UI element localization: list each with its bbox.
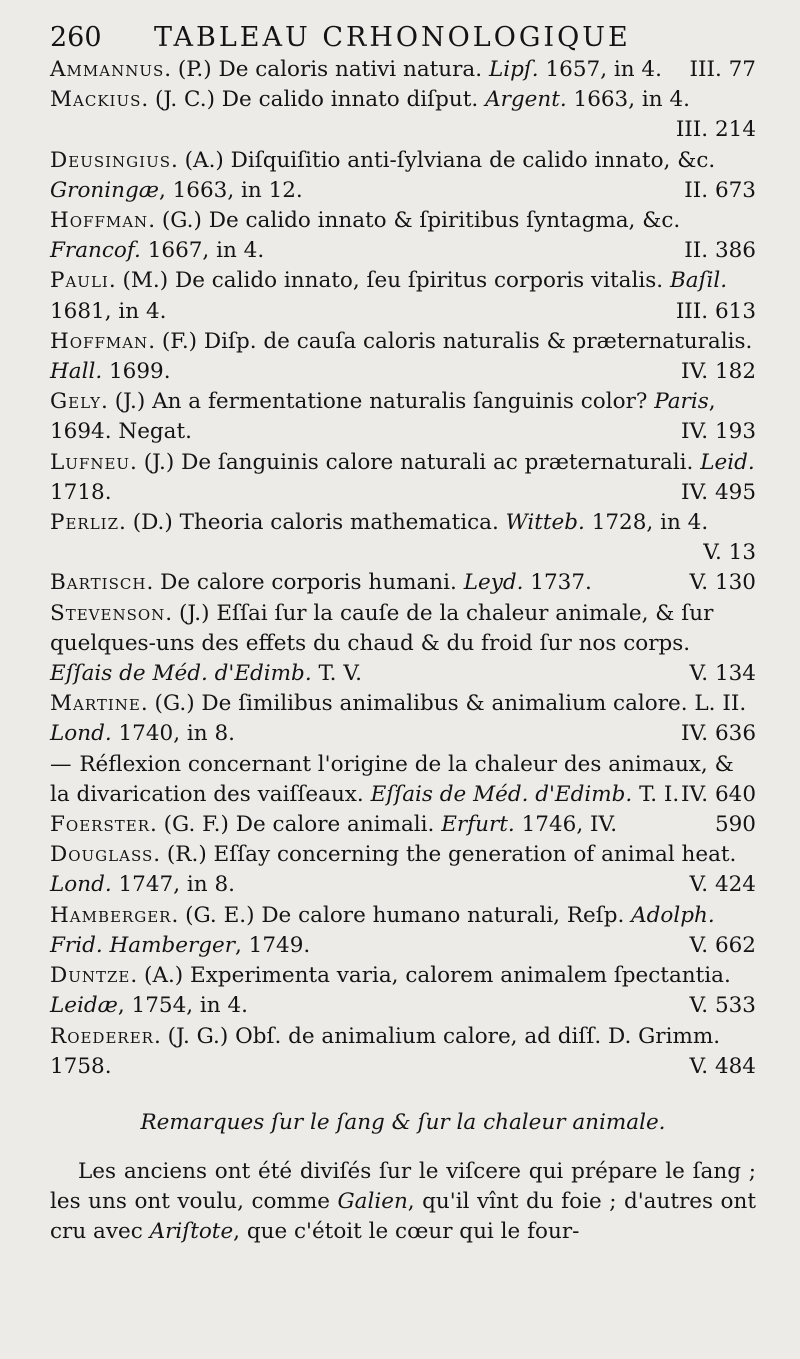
entry-place: Lond. [50, 721, 112, 747]
bibliography-entry [50, 508, 756, 568]
bibliography-entry [50, 387, 756, 447]
entry-reference: V. 134 [689, 661, 756, 687]
entry-text: . (G. E.) De calore humano naturali, Reſp. [171, 902, 632, 928]
bibliography-entry [50, 840, 756, 900]
entry-author: Martine [50, 691, 141, 717]
bibliography-entry [50, 750, 756, 810]
entry-reference: IV. 636 [681, 721, 756, 747]
paragraph-italic: Ariſtote [149, 1218, 234, 1244]
entry-reference: II. 386 [684, 238, 756, 264]
entry-reference: III. 613 [675, 298, 756, 324]
entry-text: . (J. G.) Obſ. de animalium calore, ad diſſ. D. Grimm. 1758. [50, 1023, 721, 1079]
entry-text: . (R.) Eſſay concerning the generation of animal heat. [153, 842, 737, 868]
entry-details: , 1663, in 12. [158, 177, 303, 203]
entry-reference: V. 662 [689, 932, 756, 958]
entry-author: Douglass [50, 842, 154, 868]
entry-text: . (J.) Eſſai ſur la cauſe de la chaleur animale, & ſur quelques-uns des effets du chaud & du froid ſur nos corps. [50, 600, 714, 656]
entry-author: Hamberger [50, 902, 172, 928]
entry-author: — [50, 751, 73, 777]
bibliography-entry [50, 85, 756, 145]
entry-author: Foerster [50, 812, 150, 838]
entry-author: Bartisch [50, 570, 147, 596]
entry-text: . (A.) Experimenta varia, calorem animalem ſpectantia. [130, 963, 731, 989]
entry-text: . (F.) Diſp. de cauſa caloris naturalis & præternaturalis. [148, 328, 753, 354]
entry-author: Mackius [50, 87, 142, 113]
entry-author: Deusingius [50, 147, 171, 173]
bibliography-entry [50, 599, 756, 690]
entry-text: . (G. F.) De calore animali. [149, 812, 442, 838]
body-paragraph [50, 1157, 756, 1247]
bibliography-entry [50, 1022, 756, 1082]
entry-details: 1737. [523, 570, 592, 596]
bibliography-entry [50, 961, 756, 1021]
entry-author: Duntze [50, 963, 131, 989]
entry-details: 1681, in 4. [50, 298, 167, 324]
entry-details: 1718. [50, 479, 112, 505]
entry-text: . (J. C.) De calido innato diſput. [141, 87, 486, 113]
paragraph-text: , que c'étoit le cœur qui le four- [233, 1218, 580, 1244]
entry-place: Lond. [50, 872, 112, 898]
bibliography-entry [50, 448, 756, 508]
entry-author: Roederer [50, 1023, 154, 1049]
entry-reference: IV. 193 [681, 419, 756, 445]
entry-text: . De calore corporis humani. [146, 570, 464, 596]
entry-details: 1657, in 4. [538, 57, 662, 82]
entry-reference: IV. 182 [681, 359, 756, 385]
bibliography-entry [50, 206, 756, 266]
entry-author: Lufneu [50, 449, 131, 475]
page-number: 260 [50, 22, 102, 53]
entry-place: Hall. [50, 359, 103, 385]
entry-author: Ammannus [50, 57, 165, 82]
bibliography-entry [50, 810, 756, 840]
entry-author: Perliz [50, 510, 120, 536]
bibliography-entry [50, 689, 756, 749]
entry-details: 1667, in 4. [140, 238, 265, 264]
entry-place: Witteb. [505, 510, 585, 536]
entry-place: Erfurt. [441, 812, 515, 838]
entry-details: , 1754, in 4. [117, 993, 248, 1019]
entry-place: Paris [654, 389, 709, 415]
entry-details: T. I. [632, 781, 680, 807]
entry-reference: V. 13 [703, 540, 756, 566]
entry-place: Eſſais de Méd. d'Edimb. [370, 781, 633, 807]
entry-reference: 590 [714, 812, 756, 838]
paragraph-text: , qu'il vînt du foie ; d'autres ont cru avec [50, 1188, 756, 1244]
entry-text: . (M.) De calido innato, ſeu ſpiritus corporis vitalis. [108, 268, 670, 294]
paragraph-italic: Galien [337, 1188, 408, 1214]
entry-text: . (G.) De calido innato & ſpiritibus ſyntagma, &c. [148, 208, 681, 234]
entry-place: Lipſ. [488, 57, 539, 82]
entry-place: Groningæ [50, 177, 159, 203]
entry-place: Adolph. Frid. Hamberger [50, 902, 715, 958]
entry-text: . (J.) De ſanguinis calore naturali ac præternaturali. [130, 449, 701, 475]
entry-details: 1746, IV. [514, 812, 618, 838]
entry-place: Leid. [700, 449, 755, 475]
entry-place: Baſil. [669, 268, 728, 294]
page-header [50, 22, 756, 53]
entry-reference: III. 214 [675, 117, 756, 143]
entry-place: Eſſais de Méd. d'Edimb. [50, 661, 312, 687]
entry-text: . (P.) De caloris nativi natura. [164, 57, 489, 82]
running-title: TABLEAU CRHONOLOGIQUE [154, 22, 631, 53]
entry-place: Argent. [485, 87, 567, 113]
bibliography-entry [50, 146, 756, 206]
paragraph-text: Les anciens ont été diviſés ſur le viſcere qui prépare le ſang ; les uns ont voulu, comme [50, 1158, 756, 1214]
entry-text: . (A.) Diſquiſitio anti-ſylviana de calido innato, &c. [170, 147, 716, 173]
entry-reference: III. 77 [689, 57, 756, 82]
bibliography-list [50, 55, 756, 1082]
entry-text: Réflexion concernant l'origine de la chaleur des animaux, & la divarication des vaiſſeaux. [50, 751, 734, 807]
bibliography-entry [50, 568, 756, 598]
entry-details: , 1694. Negat. [50, 389, 716, 445]
entry-reference: IV. 640 [681, 781, 756, 807]
entry-author: Hoffman [50, 328, 149, 354]
entry-reference: IV. 495 [681, 479, 756, 505]
entry-reference: V. 533 [689, 993, 756, 1019]
entry-details: T. V. [311, 661, 362, 687]
entry-text: . (G.) De ſimilibus animalibus & animalium calore. L. II. [140, 691, 747, 717]
entry-text: . (D.) Theoria caloris mathematica. [119, 510, 506, 536]
entry-details: 1747, in 8. [111, 872, 235, 898]
entry-author: Pauli [50, 268, 109, 294]
entry-details: 1740, in 8. [111, 721, 235, 747]
bibliography-entry [50, 327, 756, 387]
bibliography-entry [50, 901, 756, 961]
entry-reference: V. 130 [689, 570, 756, 596]
entry-place: Leidæ [50, 993, 118, 1019]
entry-details: , 1749. [235, 932, 311, 958]
entry-place: Leyd. [463, 570, 524, 596]
entry-reference: II. 673 [684, 177, 756, 203]
entry-author: Stevenson [50, 600, 166, 626]
section-title: Remarques ſur le ſang & ſur la chaleur animale. [140, 1109, 666, 1135]
entry-details: 1728, in 4. [584, 510, 709, 536]
bibliography-entry [50, 266, 756, 326]
entry-reference: V. 484 [689, 1053, 756, 1079]
entry-place: Francof. [50, 238, 141, 264]
bibliography-entry [50, 55, 756, 85]
entry-text: . (J.) An a fermentatione naturalis ſanguinis color? [101, 389, 655, 415]
entry-details: 1663, in 4. [566, 87, 690, 113]
entry-author: Gely [50, 389, 102, 415]
entry-reference: V. 424 [689, 872, 756, 898]
entry-author: Hoffman [50, 208, 149, 234]
entry-details: 1699. [102, 359, 171, 385]
